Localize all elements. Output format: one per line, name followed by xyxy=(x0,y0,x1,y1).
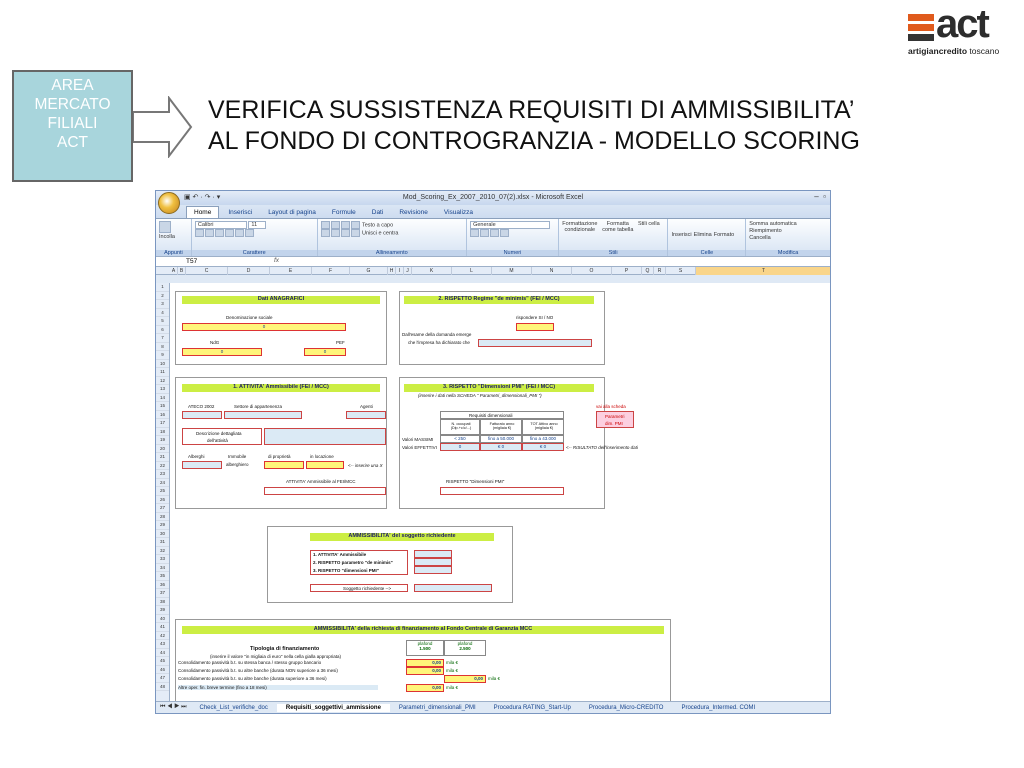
label-inserire-x: <-- inserire una X xyxy=(348,463,383,468)
border-icon[interactable] xyxy=(225,229,234,237)
check-deminimis-cell xyxy=(414,558,452,566)
max-fatturato-cell: fino a 50.000 xyxy=(480,435,522,443)
col-t[interactable]: T xyxy=(696,267,831,275)
settore-cell[interactable] xyxy=(224,411,302,419)
clear-button[interactable]: Cancella xyxy=(749,235,771,241)
eff-attivo-cell[interactable]: € 0 xyxy=(522,443,564,451)
quick-access-toolbar[interactable]: ▣ ↶ · ↷ · ▾ xyxy=(184,194,221,201)
tab-layout[interactable]: Layout di pagina xyxy=(268,209,316,216)
tab-home[interactable]: Home xyxy=(186,206,219,218)
logo-text: act xyxy=(936,2,988,46)
row-number[interactable]: 21 xyxy=(156,453,169,462)
label-agenti: Agenti xyxy=(360,404,373,409)
excel-window xyxy=(155,190,831,714)
orientation-icon[interactable] xyxy=(351,221,360,229)
deminimis-answer-cell[interactable] xyxy=(516,323,554,331)
sheet-tabs-bar xyxy=(156,701,831,713)
fin-row-4-label: Altre oper. fin. breve termine (fino a 18 mesi) xyxy=(178,685,378,690)
label-settore: Settore di appartenenza xyxy=(234,404,283,409)
row-number[interactable]: 35 xyxy=(156,572,169,581)
fin-row-4-value[interactable]: 0,00 xyxy=(406,684,444,692)
pmi-result-cell xyxy=(440,487,564,495)
group-stili: Formattazione condizionale Formatta come tabella Stili cella Stili xyxy=(559,219,669,257)
col-occupati-cell: N. occupati (Dip.+c/c/...) xyxy=(440,419,480,435)
ammissibilita-labels: 1. ATTIVITA' Ammissibile 2. RISPETTO parametro "de minimis" 3. RISPETTO "dimensioni PMI" xyxy=(310,550,408,575)
label-attivita-result: ATTIVITA' Ammissibile al FEI/MCC xyxy=(286,479,356,484)
row-number[interactable]: 45 xyxy=(156,657,169,666)
sheet-content xyxy=(171,283,831,701)
delete-cells-button[interactable]: Elimina xyxy=(693,232,712,238)
group-numeri: Generale Numeri xyxy=(467,219,559,257)
soggetto-result-cell xyxy=(414,584,492,592)
finanziamento-header: AMMISSIBILITA' della richiesta di finanziamento al Fondo Centrale di Garanzia MCC xyxy=(182,626,664,634)
eff-occupati-cell[interactable]: 0 xyxy=(440,443,480,451)
row-numbers xyxy=(156,283,170,701)
row-number[interactable]: 47 xyxy=(156,674,169,683)
row-number[interactable]: 3 xyxy=(156,300,169,309)
name-box[interactable]: T57 xyxy=(186,258,198,265)
col-e[interactable]: E xyxy=(270,267,312,275)
check-attivita-cell xyxy=(414,550,452,558)
number-format-select[interactable]: Generale xyxy=(470,221,550,229)
percent-icon[interactable] xyxy=(480,229,489,237)
align-top-icon[interactable] xyxy=(321,221,330,229)
col-a[interactable]: A xyxy=(170,267,178,275)
plafond-2-cell: plafond 2.500 xyxy=(444,640,486,656)
soggetto-label-cell: Soggetto richiedente --> xyxy=(310,584,408,592)
col-c[interactable]: C xyxy=(186,267,228,275)
sheet-tab-checklist[interactable]: Check_List_verifiche_doc xyxy=(199,704,268,711)
format-cells-button[interactable]: Formato xyxy=(713,232,735,238)
fin-row-3-label: Consolidamento passività b.t. su altre banche (durata superiore a 36 mesi) xyxy=(178,676,327,681)
label-ateco: ATECO 2002 xyxy=(188,404,215,409)
parametri-pmi-link[interactable]: Parametri dim. PMI xyxy=(596,411,634,428)
max-occupati-cell: < 250 xyxy=(440,435,480,443)
row-number[interactable]: 38 xyxy=(156,598,169,607)
italic-icon[interactable] xyxy=(205,229,214,237)
font-size-select[interactable]: 11 xyxy=(248,221,266,229)
pmi-header: 3. RISPETTO "Dimensioni PMI" (FEI / MCC) xyxy=(404,384,594,392)
label-pmi-sub: (inserire i dati nella SCHEDA " Parametri_dimensionali_PMI ") xyxy=(418,393,542,398)
row-number[interactable]: 23 xyxy=(156,470,169,479)
row-number[interactable]: 25 xyxy=(156,487,169,496)
row-number[interactable]: 42 xyxy=(156,632,169,641)
anagrafici-header: Dati ANAGRAFICI xyxy=(182,296,380,304)
row-number[interactable]: 29 xyxy=(156,521,169,530)
col-h[interactable]: H xyxy=(388,267,396,275)
col-l[interactable]: L xyxy=(452,267,492,275)
insert-cells-button[interactable]: Inserisci xyxy=(671,232,692,238)
label-esame2: che l'impresa ha dichiarato che xyxy=(408,340,470,345)
row-number[interactable]: 8 xyxy=(156,343,169,352)
indent-icon[interactable] xyxy=(351,229,360,237)
thousands-icon[interactable] xyxy=(490,229,499,237)
descrizione-cell[interactable] xyxy=(264,428,386,445)
col-fatturato-cell: Fatturato anno (migliaia €) xyxy=(480,419,522,435)
underline-icon[interactable] xyxy=(215,229,224,237)
row-number[interactable]: 22 xyxy=(156,462,169,471)
label-ndg: NdG xyxy=(210,340,220,345)
row-number[interactable]: 17 xyxy=(156,419,169,428)
col-f[interactable]: F xyxy=(312,267,350,275)
paste-button[interactable]: Incolla xyxy=(159,234,175,240)
col-o[interactable]: O xyxy=(572,267,612,275)
row-number[interactable]: 18 xyxy=(156,428,169,437)
format-table-button[interactable]: Formatta come tabella xyxy=(602,221,634,233)
align-right-icon[interactable] xyxy=(341,229,350,237)
row-number[interactable]: 20 xyxy=(156,445,169,454)
row-number[interactable]: 19 xyxy=(156,436,169,445)
fx-icon[interactable]: fx xyxy=(274,257,280,264)
fin-row-1-label: Consolidamento passività b.t. su stessa banca / stesso gruppo bancario xyxy=(178,660,322,665)
deminimis-header: 2. RISPETTO Regime "de minimis" (FEI / MCC) xyxy=(404,296,594,304)
worksheet-grid[interactable] xyxy=(156,283,831,701)
row-number[interactable]: 40 xyxy=(156,615,169,624)
label-alberghiero: alberghiero xyxy=(226,462,249,467)
row-number[interactable]: 12 xyxy=(156,377,169,386)
row-number[interactable]: 16 xyxy=(156,411,169,420)
plafond-1-cell: plafond 1.500 xyxy=(406,640,444,656)
label-inserire-valore: (inserire il valore "in migliaia di euro" nella cella gialla appropriata) xyxy=(210,654,342,659)
row-number[interactable]: 32 xyxy=(156,547,169,556)
anagrafici-box xyxy=(175,291,387,365)
deminimis-result-cell[interactable] xyxy=(478,339,592,347)
row-number[interactable]: 31 xyxy=(156,538,169,547)
excel-titlebar xyxy=(156,191,830,205)
ndg-cell[interactable]: 0 xyxy=(182,348,262,356)
font-color-icon[interactable] xyxy=(245,229,254,237)
proprieta-cell[interactable] xyxy=(264,461,304,469)
cell-styles-button[interactable]: Stili cella xyxy=(637,221,660,227)
wrap-text-button[interactable]: Testo a capo xyxy=(361,222,394,229)
label-tipologia: Tipologia di finanziamento xyxy=(250,646,320,652)
decimal-icon[interactable] xyxy=(500,229,509,237)
pmi-box xyxy=(399,377,638,509)
col-b[interactable]: B xyxy=(178,267,186,275)
paste-icon[interactable] xyxy=(159,221,171,233)
logo-mark xyxy=(908,14,934,40)
group-celle: Inserisci Elimina Formato Celle xyxy=(668,219,746,257)
group-carattere: Calibri 11 Carattere xyxy=(192,219,318,257)
autosum-button[interactable]: Somma automatica xyxy=(749,221,797,227)
finanziamento-box: AMMISSIBILITA' della richiesta di finanziamento al Fondo Centrale di Garanzia MCC Tipologia di finanziamento (inserire il valore "in migliaia di euro" nella cella gialla appropriata) plafond 1.500 plafond 2.500 Consolidamento passività b.t. su stessa banca / stesso gruppo bancario Consolidamento passività b.t. su altre banche (durata NON superiore a 36 mesi) Consolidamento passività b.t. su altre banche (durata superiore a 36 mesi) Altre oper. fin. breve termine (fino a 18 mesi) 0,00 mila € 0,00 mila € 0,00 mila € 0,00 mila € xyxy=(175,619,671,703)
requisiti-header-cell: Requisiti dimensionali xyxy=(440,411,564,419)
row-number[interactable]: 48 xyxy=(156,683,169,692)
fin-row-3-value[interactable]: 0,00 xyxy=(444,675,486,683)
label-proprieta: di proprietà xyxy=(268,454,291,459)
act-logo xyxy=(908,2,1014,60)
col-d[interactable]: D xyxy=(228,267,270,275)
col-n[interactable]: N xyxy=(532,267,572,275)
ammissibilita-box xyxy=(267,526,513,603)
fin-row-2-value[interactable]: 0,00 xyxy=(406,667,444,675)
row-number[interactable]: 36 xyxy=(156,581,169,590)
check-pmi-cell xyxy=(414,566,452,574)
label-valori-effettivi: Valori EFFETTIVI xyxy=(402,445,437,450)
eff-fatturato-cell[interactable]: € 0 xyxy=(480,443,522,451)
row-number[interactable]: 14 xyxy=(156,394,169,403)
conditional-format-button[interactable]: Formattazione condizionale xyxy=(562,221,598,233)
row-number[interactable]: 5 xyxy=(156,317,169,326)
formula-bar xyxy=(156,256,830,267)
sheet-tab-intermed[interactable]: Procedura_Intermed. COMI xyxy=(681,704,756,711)
sheet-tab-parametri[interactable]: Parametri_dimensionali_PMI xyxy=(398,704,476,711)
ribbon xyxy=(156,218,830,256)
label-rispondere: rispondere SI / NO xyxy=(516,315,554,320)
page-title: VERIFICA SUSSISTENZA REQUISITI DI AMMISSIBILITA’ AL FONDO DI CONTROGRANZIA - MODELLO SCORING xyxy=(208,96,860,155)
sheet-tab-requisiti[interactable]: Requisiti_soggettivi_ammissione xyxy=(277,704,390,712)
group-modifica: Somma automatica Riempimento Cancella Modifica xyxy=(746,219,830,257)
tab-revisione[interactable]: Revisione xyxy=(399,209,428,216)
attivita-box xyxy=(175,377,387,509)
row-number[interactable]: 33 xyxy=(156,555,169,564)
col-q[interactable]: Q xyxy=(642,267,654,275)
deminimis-box xyxy=(399,291,605,365)
row-number[interactable]: 1 xyxy=(156,283,169,292)
descrizione-label-cell: Descrizione dettagliata dell'attività xyxy=(182,428,262,445)
row-number[interactable]: 9 xyxy=(156,351,169,360)
window-title: Mod_Scoring_Ex_2007_2010_07(2).xlsx - Microsoft Excel xyxy=(402,194,584,201)
label-denominazione: Denominazione sociale xyxy=(226,315,273,320)
label-risultato: <-- RISULTATO dell'inserimento dati xyxy=(566,445,638,450)
currency-icon[interactable] xyxy=(470,229,479,237)
denominazione-cell[interactable]: 0 xyxy=(182,323,346,331)
align-middle-icon[interactable] xyxy=(331,221,340,229)
row-number[interactable]: 44 xyxy=(156,649,169,658)
attivita-result-cell xyxy=(264,487,386,495)
row-number[interactable]: 24 xyxy=(156,479,169,488)
col-g[interactable]: G xyxy=(350,267,388,275)
row-number[interactable]: 30 xyxy=(156,530,169,539)
row-number[interactable]: 34 xyxy=(156,564,169,573)
row-number[interactable]: 46 xyxy=(156,666,169,675)
row-number[interactable]: 26 xyxy=(156,496,169,505)
font-select[interactable]: Calibri xyxy=(195,221,247,229)
logo-subtitle: artigiancredito toscano xyxy=(908,46,1000,56)
row-number[interactable]: 10 xyxy=(156,360,169,369)
row-number[interactable]: 7 xyxy=(156,334,169,343)
sheet-tab-rating[interactable]: Procedura RATING_Start-Up xyxy=(493,704,571,711)
area-box: AREA MERCATO FILIALI ACT xyxy=(12,70,133,182)
label-pmi-result: RISPETTO "Dimensioni PMI" xyxy=(446,479,505,484)
label-immobile: Immobile xyxy=(228,454,247,459)
attivita-header: 1. ATTIVITA' Ammissibile (FEI / MCC) xyxy=(182,384,380,392)
row-number[interactable]: 37 xyxy=(156,589,169,598)
agenti-cell[interactable] xyxy=(346,411,386,419)
merge-center-button[interactable]: Unisci e centra xyxy=(362,230,399,237)
window-controls[interactable]: – ▫ xyxy=(814,192,826,201)
row-number[interactable]: 39 xyxy=(156,606,169,615)
tab-visualizza[interactable]: Visualizza xyxy=(443,209,474,216)
fill-button[interactable]: Riempimento xyxy=(749,228,782,234)
fin-row-2-label: Consolidamento passività b.t. su altre banche (durata NON superiore a 36 mesi) xyxy=(178,668,338,673)
label-locazione: in locazione xyxy=(310,454,334,459)
alberghi-cell[interactable] xyxy=(182,461,222,469)
col-m[interactable]: M xyxy=(492,267,532,275)
col-attivo-cell: TOT Attivo anno (migliaia €) xyxy=(522,419,564,435)
row-number[interactable]: 6 xyxy=(156,326,169,335)
sheet-nav-icons[interactable]: ⏮ ◀ ▶ ⏭ xyxy=(160,704,187,710)
align-left-icon[interactable] xyxy=(321,229,330,237)
label-vai-scheda: vai alla scheda xyxy=(596,404,626,409)
arrow-right-icon xyxy=(133,96,193,158)
align-center-icon[interactable] xyxy=(331,229,340,237)
office-button[interactable] xyxy=(158,192,180,214)
group-appunti: Incolla Appunti xyxy=(156,219,192,257)
col-j[interactable]: J xyxy=(404,267,412,275)
align-bottom-icon[interactable] xyxy=(341,221,350,229)
row-number[interactable]: 28 xyxy=(156,513,169,522)
row-number[interactable]: 27 xyxy=(156,504,169,513)
pef-cell[interactable]: 0 xyxy=(304,348,346,356)
row-number[interactable]: 2 xyxy=(156,292,169,301)
row-number[interactable]: 4 xyxy=(156,309,169,318)
ateco-cell[interactable] xyxy=(182,411,222,419)
fin-row-1-value[interactable]: 0,00 xyxy=(406,659,444,667)
label-valori-massimi: Valori MASSIMI xyxy=(402,437,434,442)
tab-formule[interactable]: Formule xyxy=(331,209,356,216)
row-number[interactable]: 43 xyxy=(156,640,169,649)
col-p[interactable]: P xyxy=(612,267,642,275)
sheet-tab-micro[interactable]: Procedura_Micro-CREDITO xyxy=(588,704,664,711)
tab-dati[interactable]: Dati xyxy=(371,209,384,216)
row-number[interactable]: 13 xyxy=(156,385,169,394)
group-allineamento: Testo a capo Unisci e centra Allineamento xyxy=(318,219,468,257)
tab-inserisci[interactable]: Inserisci xyxy=(228,209,253,216)
locazione-cell[interactable] xyxy=(306,461,344,469)
ammissibilita-header: AMMISSIBILITA' del soggetto richiedente xyxy=(310,533,494,541)
col-s[interactable]: S xyxy=(666,267,696,275)
bold-icon[interactable] xyxy=(195,229,204,237)
col-i[interactable]: I xyxy=(396,267,404,275)
column-headers xyxy=(156,267,830,275)
fill-color-icon[interactable] xyxy=(235,229,244,237)
row-number[interactable]: 41 xyxy=(156,623,169,632)
ribbon-tabs xyxy=(156,205,830,218)
label-esame1: Dall'esame della domanda emerge xyxy=(402,332,472,337)
col-k[interactable]: K xyxy=(412,267,452,275)
row-number[interactable]: 11 xyxy=(156,368,169,377)
label-pef: PEF xyxy=(336,340,345,345)
col-r[interactable]: R xyxy=(654,267,666,275)
max-attivo-cell: fino a 43.000 xyxy=(522,435,564,443)
row-number[interactable]: 15 xyxy=(156,402,169,411)
label-alberghi: Alberghi xyxy=(188,454,205,459)
